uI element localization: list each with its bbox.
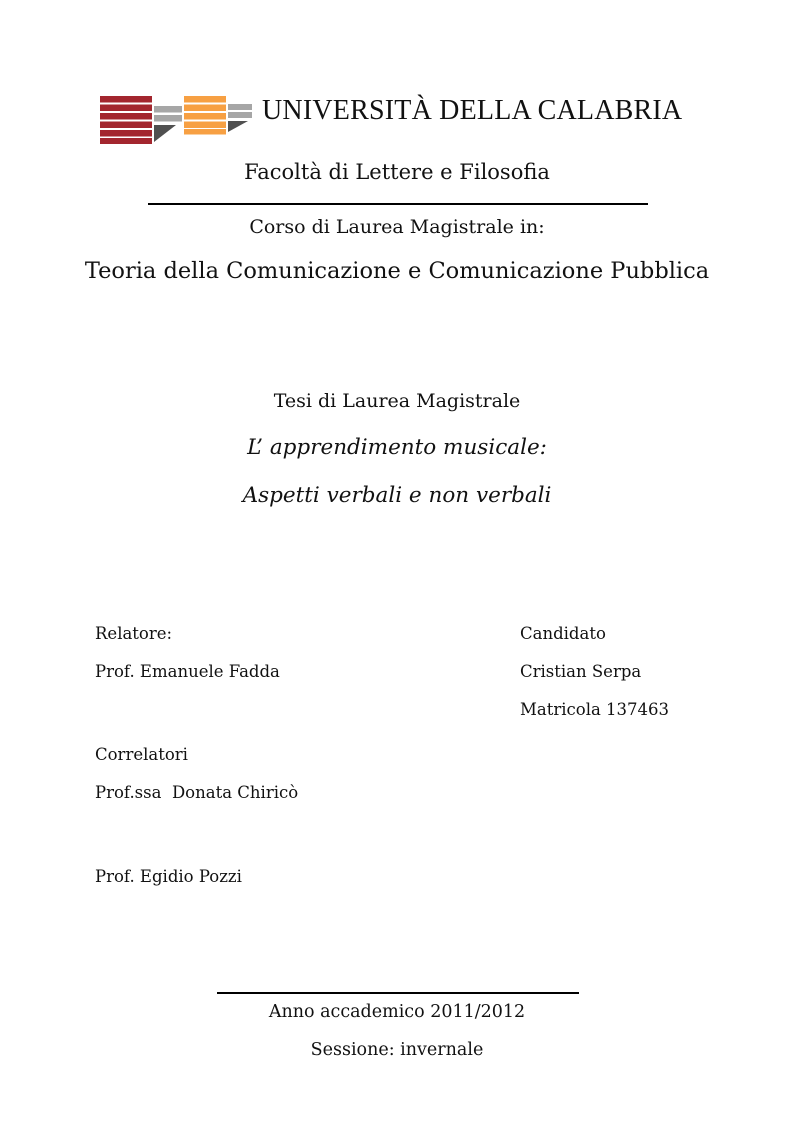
logo-orange-stripe [184, 113, 226, 120]
correlatori-label: Correlatori [95, 745, 188, 764]
logo-dark-triangle [154, 125, 176, 142]
logo-red-stripe [100, 105, 152, 112]
session: Sessione: invernale [310, 1040, 484, 1060]
logo-red-stripe [100, 113, 152, 120]
candidato-label: Candidato [520, 624, 606, 643]
logo-orange-stripe [184, 122, 226, 129]
logo-red-stripe [100, 130, 152, 137]
thesis-title-line1: L’ apprendimento musicale: [247, 435, 547, 460]
faculty-name: Facoltà di Lettere e Filosofia [244, 160, 550, 184]
logo-red-stripe [100, 122, 152, 129]
relatore-label: Relatore: [95, 624, 173, 643]
correlatore-2: Prof. Egidio Pozzi [95, 867, 242, 886]
academic-year: Anno accademico 2011/2012 [268, 1002, 526, 1022]
logo-red-stripe [100, 138, 152, 144]
university-logo-icon [100, 96, 252, 144]
logo-dark-triangle [228, 121, 248, 132]
thesis-type: Tesi di Laurea Magistrale [273, 390, 521, 412]
relatore-name: Prof. Emanuele Fadda [95, 662, 280, 681]
logo-red-stripe [100, 96, 152, 103]
logo-gray-bar [228, 104, 252, 110]
logo-gray-bar [154, 106, 182, 113]
matricola: Matricola 137463 [520, 700, 670, 719]
logo-orange-stripe [184, 96, 226, 103]
logo-orange-stripe [184, 129, 226, 135]
correlatore-1: Prof.ssa Donata Chiricò [95, 783, 299, 802]
logo-gray-bar [154, 115, 182, 122]
header-divider [148, 203, 648, 205]
thesis-title-line2: Aspetti verbali e non verbali [242, 483, 552, 508]
course-name: Teoria della Comunicazione e Comunicazione Pubblica [84, 258, 710, 284]
course-label: Corso di Laurea Magistrale in: [249, 216, 545, 238]
logo-orange-stripe [184, 105, 226, 112]
candidato-name: Cristian Serpa [520, 662, 642, 681]
footer-divider [217, 992, 579, 994]
university-name: UNIVERSITÀ DELLA CALABRIA [262, 95, 683, 126]
logo-gray-bar [228, 112, 252, 118]
